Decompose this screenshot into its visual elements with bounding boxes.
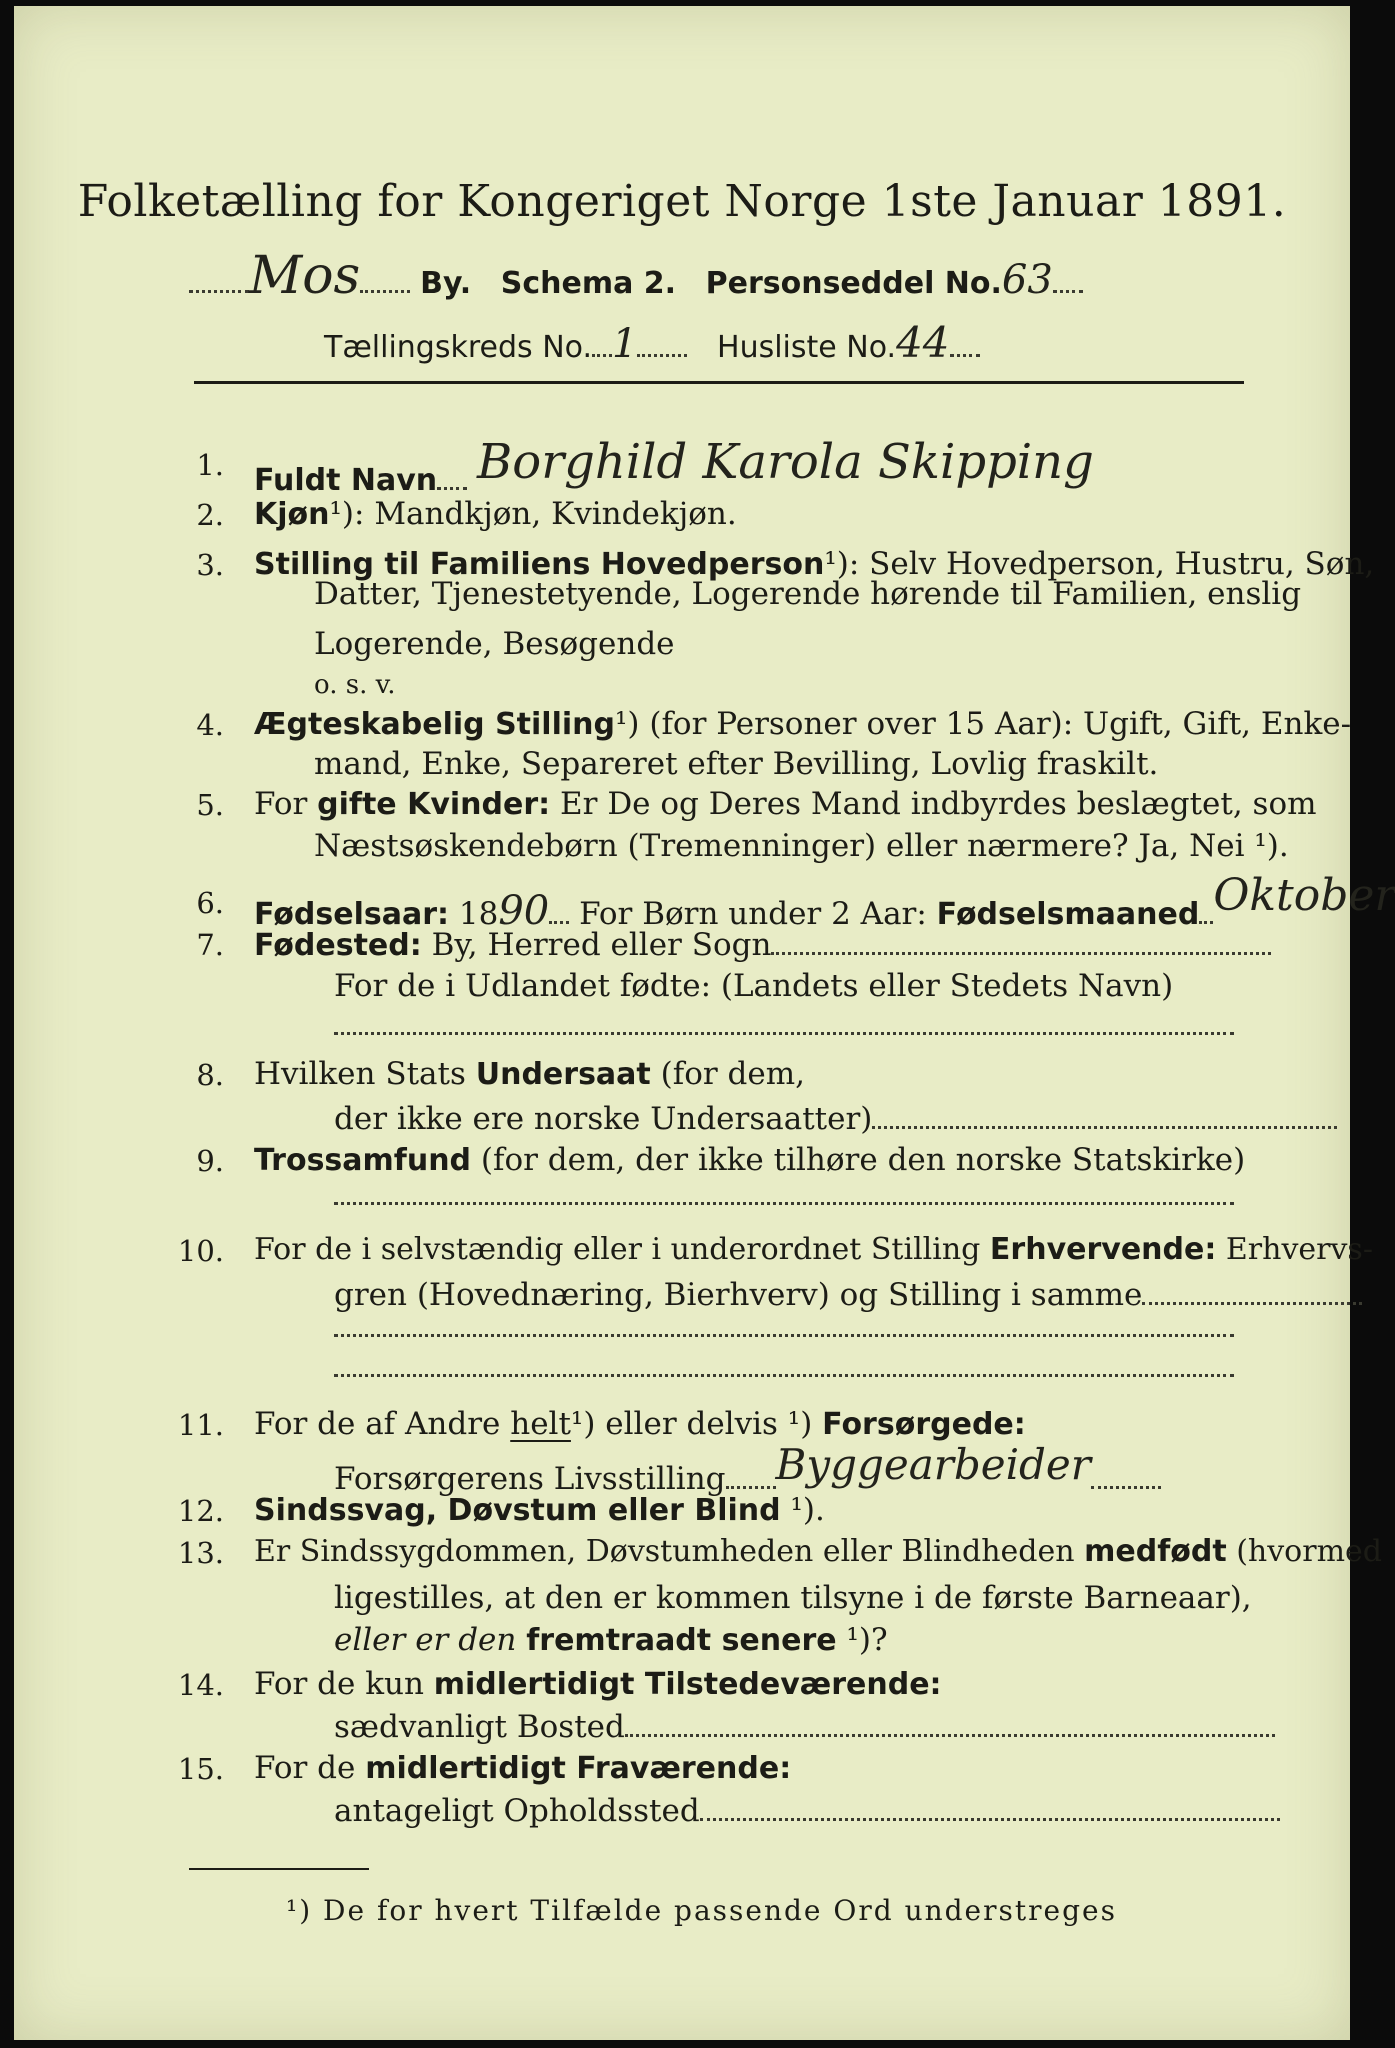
item-number: 4.	[196, 708, 224, 742]
item-text: Hvilken Stats	[254, 1056, 476, 1092]
item-label: midlertidigt Fraværende:	[365, 1751, 792, 1786]
item-text: ligestilles, at den er kommen tilsyne i de første Barneaar),	[334, 1580, 1252, 1616]
personseddel-label: Personseddel No.	[705, 266, 1002, 301]
item-label: Undersaat	[475, 1057, 651, 1092]
item-number: 9.	[196, 1144, 224, 1178]
item-15	[254, 1750, 791, 1786]
husliste-label: Husliste No.	[717, 330, 897, 365]
item-text: eller er den	[334, 1622, 527, 1658]
item-label: Forsørgede:	[822, 1407, 1026, 1442]
item-label: gifte Kvinder:	[317, 787, 551, 822]
item-number: 10.	[177, 1234, 224, 1268]
item-number: 7.	[196, 928, 224, 962]
item-label: Ægteskabelig Stilling	[254, 707, 615, 742]
item-10	[254, 1232, 1373, 1267]
item-8-line-2	[334, 1100, 1337, 1137]
item-3-line-4	[314, 670, 395, 700]
item-text: For Børn under 2 Aar:	[569, 896, 937, 932]
item-text: Er De og Deres Mand indbyrdes beslægtet, som	[550, 786, 1317, 822]
item-text-underlined: helt	[510, 1406, 571, 1442]
item-1	[254, 434, 1094, 502]
item-text: Næstsøskendebørn (Tremenninger) eller nærmere? Ja, Nei ¹).	[314, 828, 1289, 864]
item-7	[254, 926, 1271, 963]
item-number: 12.	[177, 1494, 224, 1528]
item-13	[254, 1534, 1382, 1569]
footnote: ¹) De for hvert Tilfælde passende Ord understreges	[286, 1894, 1117, 1927]
item-number: 3.	[196, 548, 224, 582]
full-name-answer: Borghild Karola Skipping	[477, 434, 1094, 490]
item-number: 5.	[196, 788, 224, 822]
item-label: Trossamfund	[254, 1143, 472, 1178]
item-15-line-2	[334, 1792, 1280, 1829]
header-town-line	[189, 246, 1083, 306]
item-label: fremtraadt senere	[526, 1623, 837, 1658]
item-label: Erhvervende:	[989, 1232, 1217, 1267]
item-9	[254, 1142, 1245, 1178]
taellingskreds-number: 1	[612, 321, 638, 367]
item-text: For de i selvstændig eller i underordnet Stilling	[254, 1232, 990, 1267]
item-12	[254, 1492, 825, 1528]
item-text: For	[254, 786, 318, 822]
header-kreds-line	[324, 318, 980, 367]
item-number: 11.	[177, 1408, 224, 1442]
item-number: 13.	[177, 1536, 224, 1570]
item-text: For de	[254, 1750, 366, 1786]
item-text: antageligt Opholdssted	[334, 1793, 700, 1829]
item-text: sædvanligt Bosted	[334, 1709, 625, 1745]
taellingskreds-label: Tællingskreds No.	[324, 330, 592, 365]
item-number: 15.	[177, 1752, 224, 1786]
item-7-answer-line	[334, 1006, 1234, 1043]
item-3-line-3	[314, 626, 675, 662]
item-5	[254, 786, 1317, 822]
item-text: ¹): Mandkjøn, Kvindekjøn.	[329, 496, 737, 532]
item-3-line-2	[314, 576, 1301, 612]
footnote-rule	[189, 1868, 369, 1870]
item-number: 1.	[196, 448, 224, 482]
item-text: Logerende, Besøgende	[314, 626, 675, 662]
item-text: o. s. v.	[314, 670, 396, 700]
header-rule	[194, 381, 1244, 384]
item-text: For de i Udlandet fødte: (Landets eller Stedets Navn)	[334, 968, 1174, 1004]
schema-label: Schema 2.	[500, 266, 677, 301]
item-text: By, Herred eller Sogn	[421, 927, 772, 963]
item-13-line-2	[334, 1580, 1252, 1616]
item-14	[254, 1666, 942, 1702]
provider-occupation-answer: Byggearbeider	[775, 1440, 1091, 1489]
item-10-answer-line-2	[334, 1348, 1234, 1385]
item-label: Fuldt Navn	[254, 463, 438, 498]
item-text: Er Sindssygdommen, Døvstumheden eller Blindheden	[254, 1534, 1085, 1569]
item-text: ¹)?	[836, 1622, 888, 1658]
item-number: 14.	[177, 1668, 224, 1702]
item-2	[254, 496, 737, 532]
item-number: 2.	[196, 498, 224, 532]
item-text: 18	[449, 896, 499, 932]
item-text: (for dem,	[650, 1056, 805, 1092]
item-text: (hvormed	[1226, 1534, 1382, 1569]
item-text: gren (Hovednæring, Bierhverv) og Stilling i samme	[334, 1277, 1143, 1313]
item-text: ¹) (for Personer over 15 Aar): Ugift, Gift, Enke-	[614, 706, 1352, 742]
item-text: Forsørgerens Livsstilling	[334, 1461, 726, 1497]
census-form-sheet	[14, 6, 1395, 2040]
item-11	[254, 1406, 1026, 1442]
item-13-line-3	[334, 1622, 888, 1658]
birth-month-answer: Oktober	[1213, 870, 1395, 921]
item-8	[254, 1056, 805, 1092]
form-title: Folketælling for Kongeriget Norge 1ste Januar 1891.	[77, 176, 1287, 227]
item-label: Fødested:	[254, 928, 422, 963]
item-text: Datter, Tjenestetyende, Logerende hørende til Familien, enslig	[314, 576, 1302, 612]
item-text: Erhvervs-	[1216, 1232, 1373, 1267]
personseddel-number: 63	[1001, 257, 1053, 303]
item-label: Sindssvag, Døvstum eller Blind	[254, 1493, 781, 1528]
husliste-number: 44	[896, 318, 950, 367]
item-label: Stilling til Familiens Hovedperson	[254, 547, 825, 582]
item-label: Fødselsaar:	[254, 897, 449, 932]
item-5-line-2	[314, 828, 1289, 864]
town-handwritten: Mos	[249, 246, 361, 306]
item-4-line-2	[314, 746, 1158, 782]
item-9-answer-line	[334, 1176, 1234, 1213]
by-label: By.	[420, 266, 472, 301]
item-text: ¹).	[780, 1492, 825, 1528]
item-label: midlertidigt Tilstedeværende:	[433, 1667, 942, 1702]
item-text: ¹) eller delvis ¹)	[570, 1406, 823, 1442]
item-text: der ikke ere norske Undersaatter)	[334, 1101, 873, 1137]
item-number: 8.	[196, 1058, 224, 1092]
item-label: Kjøn	[254, 497, 330, 532]
item-text: (for dem, der ikke tilhøre den norske Statskirke)	[471, 1142, 1246, 1178]
item-text: mand, Enke, Separeret efter Bevilling, Lovlig fraskilt.	[314, 746, 1159, 782]
item-label: medfødt	[1084, 1534, 1227, 1569]
item-10-answer-line	[334, 1308, 1234, 1345]
item-text: For de af Andre	[254, 1406, 511, 1442]
birth-year-answer: 90	[498, 888, 550, 934]
item-text: ¹): Selv Hovedperson, Hustru, Søn,	[824, 546, 1375, 582]
item-4	[254, 706, 1351, 742]
item-number: 6.	[196, 886, 224, 920]
item-14-line-2	[334, 1708, 1275, 1745]
item-text: For de kun	[254, 1666, 434, 1702]
item-label: Fødselsmaaned	[936, 897, 1200, 932]
item-7-line-2	[334, 968, 1173, 1004]
